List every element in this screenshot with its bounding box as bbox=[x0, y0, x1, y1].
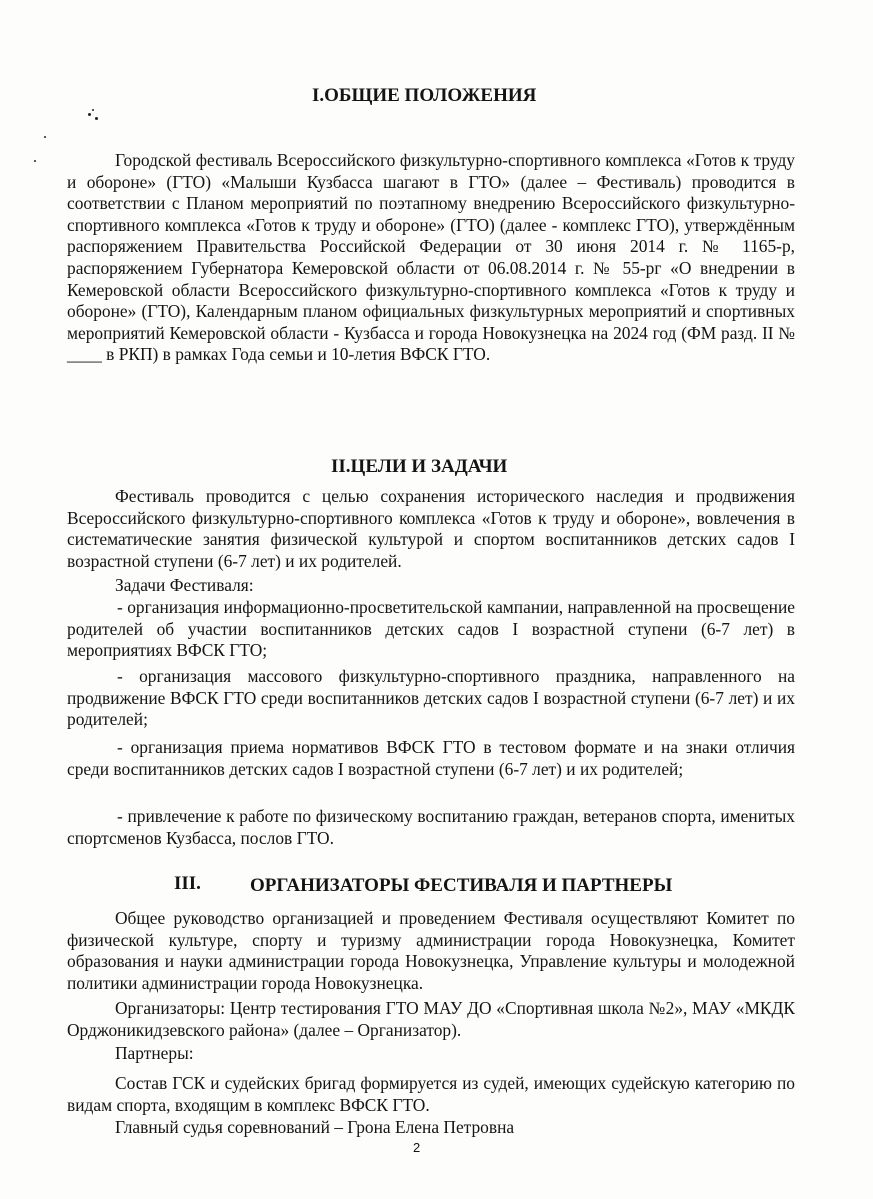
scan-speck bbox=[92, 109, 94, 111]
chief-judge-line: Главный судья соревнований – Грона Елена Петровна bbox=[115, 1117, 515, 1137]
scan-speck bbox=[44, 136, 46, 138]
section-1-paragraph: Городской фестиваль Всероссийского физкультурно-спортивного комплекса «Готов к труду и обороне» (ГТО) «Малыши Кузбасса шагают в ГТО» (далее – Фестиваль) проводится в соответствии с Планом мероприятий по поэтапному внедрению Всероссийского физкультурно-спортивного комплекса «Готов к труду и обороне» (ГТО) (далее - комплекс ГТО), утверждённым распоряжением Правительства Российской Федерации от 30 июня 2014 г. № 1165-р, распоряжением Губернатора Кемеровской области от 06.08.2014 г. № 55-рг «О внедрении в Кемеровской области Всероссийского физкультурно-спортивного комплекса «Готов к труду и обороне» (ГТО), Календарным планом официальных физкультурных мероприятий и спортивных мероприятий Кемеровской области - Кузбасса и города Новокузнецка на 2024 год (ФМ разд. II № ____ в РКП) в рамках Года семьи и 10-летия ВФСК ГТО. bbox=[67, 150, 795, 365]
tasks-label: Задачи Фестиваля: bbox=[115, 575, 254, 595]
task-item: - привлечение к работе по физическому воспитанию граждан, ветеранов спорта, именитых спортсменов Кузбасса, послов ГТО. bbox=[67, 806, 795, 848]
task-item: - организация информационно-просветительской кампании, направленной на просвещение родителей об участии воспитанников детских садов I возрастной ступени (6-7 лет) в мероприятиях ВФСК ГТО; bbox=[67, 597, 795, 661]
task-item: - организация массового физкультурно-спортивного праздника, направленного на продвижение ВФСК ГТО среди воспитанников детских садов I возрастной ступени (6-7 лет) и их родителей; bbox=[67, 666, 795, 730]
organizers-paragraph: Организаторы: Центр тестирования ГТО МАУ ДО «Спортивная школа №2», МАУ «МКДК Орджоникидзевского района» (далее – Организатор). bbox=[67, 998, 795, 1040]
scan-speck bbox=[88, 113, 91, 116]
section-2-title: II.ЦЕЛИ И ЗАДАЧИ bbox=[331, 456, 508, 477]
section-1-title: I.ОБЩИЕ ПОЛОЖЕНИЯ bbox=[312, 85, 537, 106]
judges-paragraph: Состав ГСК и судейских бригад формируется из судей, имеющих судейскую категорию по видам спорта, входящим в комплекс ВФСК ГТО. bbox=[67, 1073, 795, 1115]
partners-label: Партнеры: bbox=[115, 1043, 194, 1063]
scan-speck bbox=[34, 160, 36, 162]
section-2-paragraph: Фестиваль проводится с целью сохранения исторического наследия и продвижения Всероссийского физкультурно-спортивного комплекса «Готов к труду и обороне», вовлечения в систематические занятия физической культурой и спортом воспитанников детских садов I возрастной ступени (6-7 лет) и их родителей. bbox=[67, 486, 795, 571]
section-3-number: III. bbox=[174, 873, 201, 894]
task-item: - организация приема нормативов ВФСК ГТО в тестовом формате и на знаки отличия среди воспитанников детских садов I возрастной ступени (6-7 лет) и их родителей; bbox=[67, 737, 795, 779]
section-3-title: ОРГАНИЗАТОРЫ ФЕСТИВАЛЯ И ПАРТНЕРЫ bbox=[250, 875, 673, 896]
scan-speck bbox=[95, 117, 98, 120]
page-number: 2 bbox=[413, 1140, 421, 1155]
section-3-paragraph: Общее руководство организацией и проведением Фестиваля осуществляют Комитет по физической культуре, спорту и туризму администрации города Новокузнецка, Комитет образования и науки администрации города Новокузнецка, Управление культуры и молодежной политики администрации города Новокузнецка. bbox=[67, 908, 795, 993]
